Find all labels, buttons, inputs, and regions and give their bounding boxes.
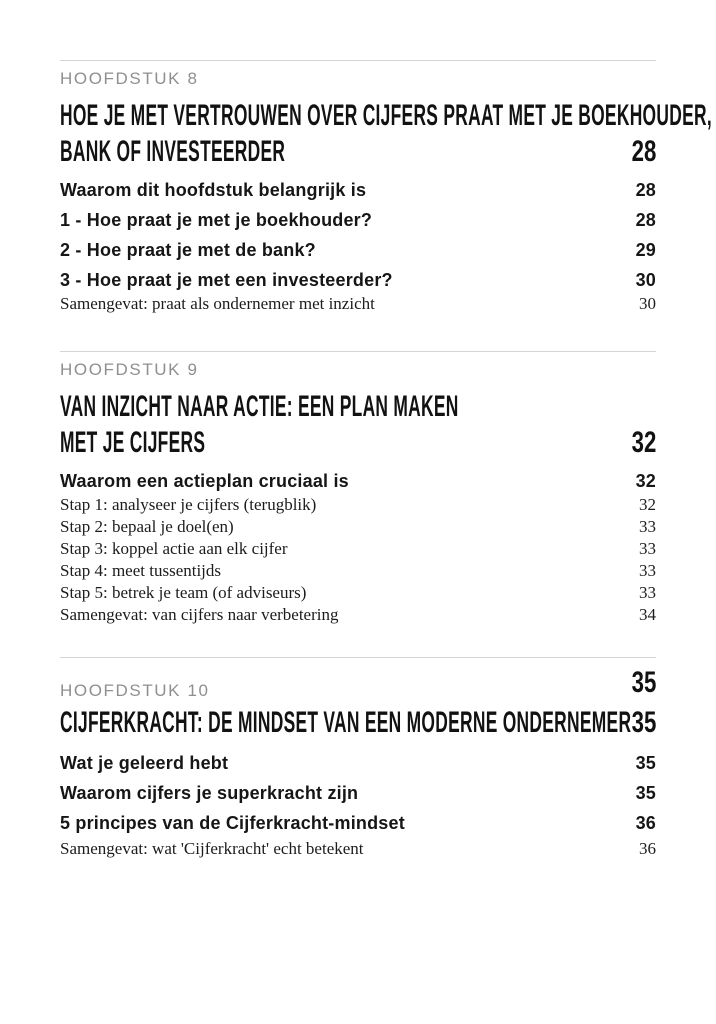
toc-entries xyxy=(60,753,656,860)
toc-entry-page: 30 xyxy=(635,270,656,290)
toc-entry-label: Samengevat: van cijfers naar verbetering xyxy=(60,605,339,624)
toc-entries xyxy=(60,180,656,315)
toc-entry-label: Wat je geleerd hebt xyxy=(60,753,229,773)
toc-entry-page: 28 xyxy=(635,180,656,200)
toc-entry-label: Stap 1: analyseer je cijfers (terugblik) xyxy=(60,495,317,514)
chapter-title-page xyxy=(623,134,656,170)
section-divider xyxy=(60,657,656,658)
toc-entry xyxy=(60,538,656,560)
toc-entry-label: Waarom dit hoofdstuk belangrijk is xyxy=(60,180,367,200)
chapter-label: HOOFDSTUK 9 xyxy=(60,360,199,379)
toc-entry-label: Stap 5: betrek je team (of adviseurs) xyxy=(60,583,307,602)
chapter-title-block xyxy=(60,705,656,741)
toc-entry xyxy=(60,838,656,860)
chapter-title-text: CIJFERKRACHT: DE MINDSET VAN EEN MODERNE ONDERNEMER xyxy=(60,706,632,739)
chapter-title-line xyxy=(60,389,656,425)
toc-entry xyxy=(60,783,656,803)
chapter-title-text: MET JE CIJFERS xyxy=(60,426,206,459)
toc-entry xyxy=(60,494,656,516)
chapter-title-block xyxy=(60,98,712,170)
toc-entry-label: Stap 2: bepaal je doel(en) xyxy=(60,517,234,536)
toc-entry-page: 33 xyxy=(639,517,656,536)
toc-entry-page: 32 xyxy=(635,471,656,491)
toc-entry-page: 28 xyxy=(635,210,656,230)
toc-entry xyxy=(60,240,656,260)
toc-entry-page: 33 xyxy=(639,561,656,580)
toc-entry-page: 29 xyxy=(635,240,656,260)
page-number: 35 xyxy=(631,706,656,739)
toc-section-hoofdstuk-10 xyxy=(60,657,656,860)
toc-entry xyxy=(60,604,656,626)
toc-entry-label: Samengevat: wat 'Cijferkracht' echt betekent xyxy=(60,839,364,858)
toc-entry-page: 34 xyxy=(639,605,656,624)
toc-entry xyxy=(60,813,656,833)
toc-entry-label: 3 - Hoe praat je met een investeerder? xyxy=(60,270,393,290)
page-number: 35 xyxy=(631,666,656,699)
toc-entry-page: 35 xyxy=(635,753,656,773)
chapter-title-block xyxy=(60,389,656,461)
chapter-label: HOOFDSTUK 10 xyxy=(60,681,210,700)
toc-entry-label: Samengevat: praat als ondernemer met inzicht xyxy=(60,294,375,313)
toc-entry xyxy=(60,582,656,604)
toc-entry-label: Stap 3: koppel actie aan elk cijfer xyxy=(60,539,288,558)
toc-entry-page: 32 xyxy=(639,495,656,514)
toc-entry-label: Stap 4: meet tussentijds xyxy=(60,561,222,580)
chapter-page xyxy=(623,665,656,701)
toc-entry-label: 5 principes van de Cijferkracht-mindset xyxy=(60,813,405,833)
chapter-header-row xyxy=(60,665,656,701)
chapter-title-page xyxy=(623,425,656,461)
toc-entry xyxy=(60,180,656,200)
toc-entry xyxy=(60,293,656,315)
toc-section-hoofdstuk-9 xyxy=(60,351,656,626)
chapter-title-text: BANK OF INVESTEERDER xyxy=(60,135,286,168)
toc-entry xyxy=(60,210,656,230)
toc-entry xyxy=(60,471,656,491)
chapter-title-text: VAN INZICHT NAAR ACTIE: EEN PLAN MAKEN xyxy=(60,390,459,423)
toc-entry-page: 36 xyxy=(635,813,656,833)
page-number: 28 xyxy=(631,135,656,168)
chapter-title-line xyxy=(60,98,712,134)
chapter-title-line xyxy=(60,134,656,170)
section-divider xyxy=(60,60,656,61)
toc-entry-label: Waarom een actieplan cruciaal is xyxy=(60,471,349,491)
toc-entry-label: 1 - Hoe praat je met je boekhouder? xyxy=(60,210,373,230)
chapter-title-page xyxy=(623,705,656,741)
chapter-title-text: HOE JE MET VERTROUWEN OVER CIJFERS PRAAT MET JE BOEKHOUDER, xyxy=(60,99,712,132)
page-number: 32 xyxy=(631,426,656,459)
chapter-title-line xyxy=(60,705,656,741)
toc-entry-page: 33 xyxy=(639,539,656,558)
toc-entry-page: 30 xyxy=(639,294,656,313)
toc-entry xyxy=(60,516,656,538)
toc-entry xyxy=(60,270,656,290)
chapter-label: HOOFDSTUK 8 xyxy=(60,69,199,88)
toc-entry xyxy=(60,753,656,773)
chapter-title-line xyxy=(60,425,656,461)
toc-entry-page: 33 xyxy=(639,583,656,602)
toc-entry xyxy=(60,560,656,582)
toc-entry-page: 36 xyxy=(639,839,656,858)
section-divider xyxy=(60,351,656,352)
toc-entry-label: 2 - Hoe praat je met de bank? xyxy=(60,240,316,260)
toc-section-hoofdstuk-8 xyxy=(60,0,712,315)
chapter-header-row xyxy=(60,68,656,89)
chapter-header-row xyxy=(60,359,656,380)
toc-entries xyxy=(60,471,656,626)
toc-entry-label: Waarom cijfers je superkracht zijn xyxy=(60,783,359,803)
toc-entry-page: 35 xyxy=(635,783,656,803)
